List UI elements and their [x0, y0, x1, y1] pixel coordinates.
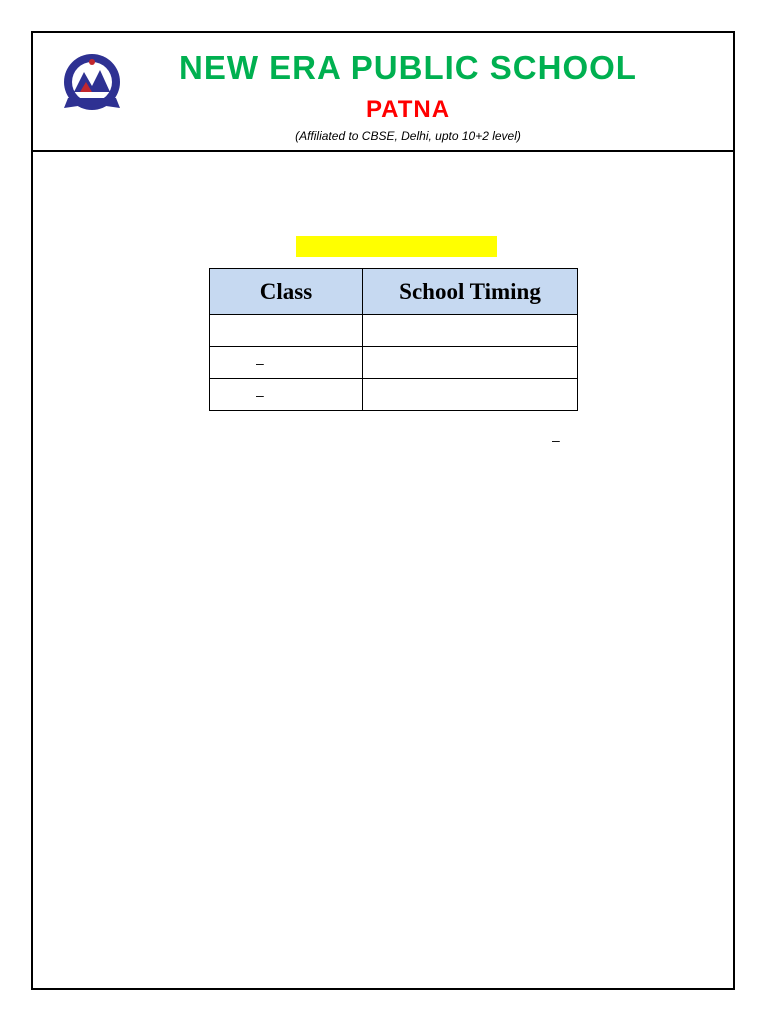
table-row: [210, 315, 578, 347]
timing-cell: [363, 379, 578, 411]
note-dash: –: [552, 432, 560, 448]
school-name: NEW ERA PUBLIC SCHOOL: [179, 49, 637, 86]
timing-cell: [363, 347, 578, 379]
school-logo: [60, 52, 124, 116]
school-timing-table: [209, 268, 578, 411]
timing-cell: [363, 315, 578, 347]
class-cell: –: [210, 347, 363, 379]
school-city: PATNA: [365, 96, 451, 123]
table-header-row: [210, 269, 578, 315]
page-border: [31, 31, 735, 990]
affiliation-text: (Affiliated to CBSE, Delhi, upto 10+2 level): [295, 129, 521, 143]
class-cell: [210, 315, 363, 347]
class-cell: –: [210, 379, 363, 411]
column-header-class: Class: [210, 269, 363, 315]
column-header-school-timing: School Timing: [363, 269, 578, 315]
highlighted-heading-bar: [296, 236, 497, 257]
table-row: [210, 347, 578, 379]
table-row: [210, 379, 578, 411]
